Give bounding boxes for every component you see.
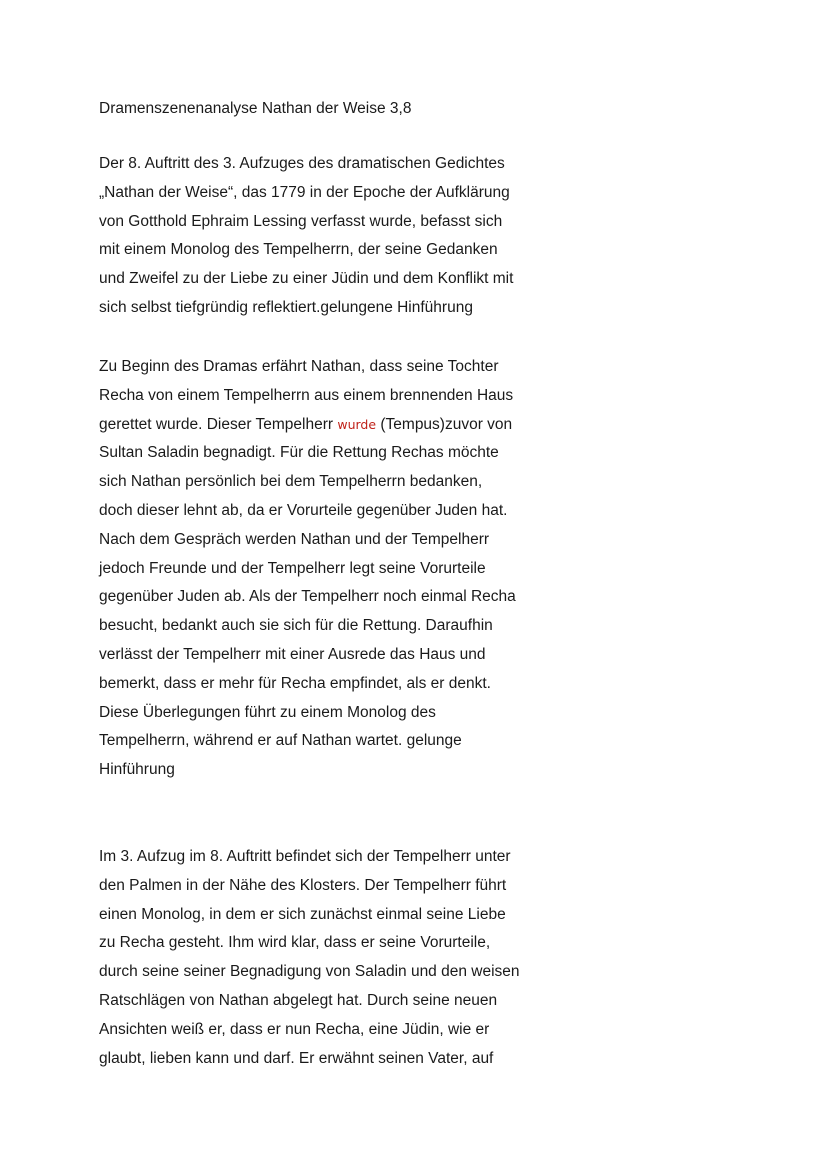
paragraph-introduction <box>99 150 579 323</box>
text-line: Nach dem Gespräch werden Nathan und der Tempelherr <box>99 530 490 548</box>
text-line: einen Monolog, in dem er sich zunächst einmal seine Liebe <box>99 905 506 923</box>
text-line: den Palmen in der Nähe des Klosters. Der Tempelherr führt <box>99 876 507 894</box>
text-line: verlässt der Tempelherr mit einer Ausrede das Haus und <box>99 645 486 663</box>
text-segment: gerettet wurde. Dieser Tempelherr <box>99 415 338 433</box>
paragraph-analysis <box>99 843 579 1073</box>
text-line-with-correction <box>99 411 579 440</box>
text-line: bemerkt, dass er mehr für Recha empfindet, als er denkt. <box>99 674 491 692</box>
text-line: und Zweifel zu der Liebe zu einer Jüdin und dem Konflikt mit <box>99 270 514 288</box>
text-line: besucht, bedankt auch sie sich für die Rettung. Daraufhin <box>99 617 493 635</box>
text-line: Hinführung <box>99 761 175 779</box>
text-line: zu Recha gesteht. Ihm wird klar, dass er seine Vorurteile, <box>99 934 491 952</box>
text-line: Sultan Saladin begnadigt. Für die Rettung Rechas möchte <box>99 444 499 462</box>
text-line: Ansichten weiß er, dass er nun Recha, eine Jüdin, wie er <box>99 1020 490 1038</box>
text-line: Im 3. Aufzug im 8. Auftritt befindet sich der Tempelherr unter <box>99 848 511 865</box>
text-line: gegenüber Juden ab. Als der Tempelherr noch einmal Recha <box>99 588 516 606</box>
text-line: Recha von einem Tempelherrn aus einem brennenden Haus <box>99 386 514 404</box>
text-line: von Gotthold Ephraim Lessing verfasst wurde, befasst sich <box>99 212 503 230</box>
text-line: Der 8. Auftritt des 3. Aufzuges des dramatischen Gedichtes <box>99 155 505 172</box>
text-line: durch seine seiner Begnadigung von Saladin und den weisen <box>99 963 520 981</box>
text-line: sich selbst tiefgründig reflektiert.gelungene Hinführung <box>99 298 473 316</box>
teacher-correction: wurde <box>337 416 377 432</box>
text-line: mit einem Monolog des Tempelherrn, der seine Gedanken <box>99 241 498 259</box>
paragraph-context <box>99 353 579 785</box>
text-segment: (Tempus)zuvor von <box>376 415 513 433</box>
text-line: glaubt, lieben kann und darf. Er erwähnt seinen Vater, auf <box>99 1049 494 1067</box>
text-line: doch dieser lehnt ab, da er Vorurteile gegenüber Juden hat. <box>99 501 508 519</box>
text-line: jedoch Freunde und der Tempelherr legt seine Vorurteile <box>99 559 486 577</box>
text-line: Diese Überlegungen führt zu einem Monolog des <box>99 703 436 721</box>
text-line: sich Nathan persönlich bei dem Tempelherrn bedanken, <box>99 473 483 491</box>
document-title: Dramenszenenanalyse Nathan der Weise 3,8 <box>99 100 412 117</box>
text-line: Zu Beginn des Dramas erfährt Nathan, dass seine Tochter <box>99 358 499 375</box>
text-line: „Nathan der Weise“, das 1779 in der Epoche der Aufklärung <box>99 183 510 201</box>
text-line: Ratschlägen von Nathan abgelegt hat. Durch seine neuen <box>99 991 498 1009</box>
text-line: Tempelherrn, während er auf Nathan wartet. gelunge <box>99 732 462 750</box>
